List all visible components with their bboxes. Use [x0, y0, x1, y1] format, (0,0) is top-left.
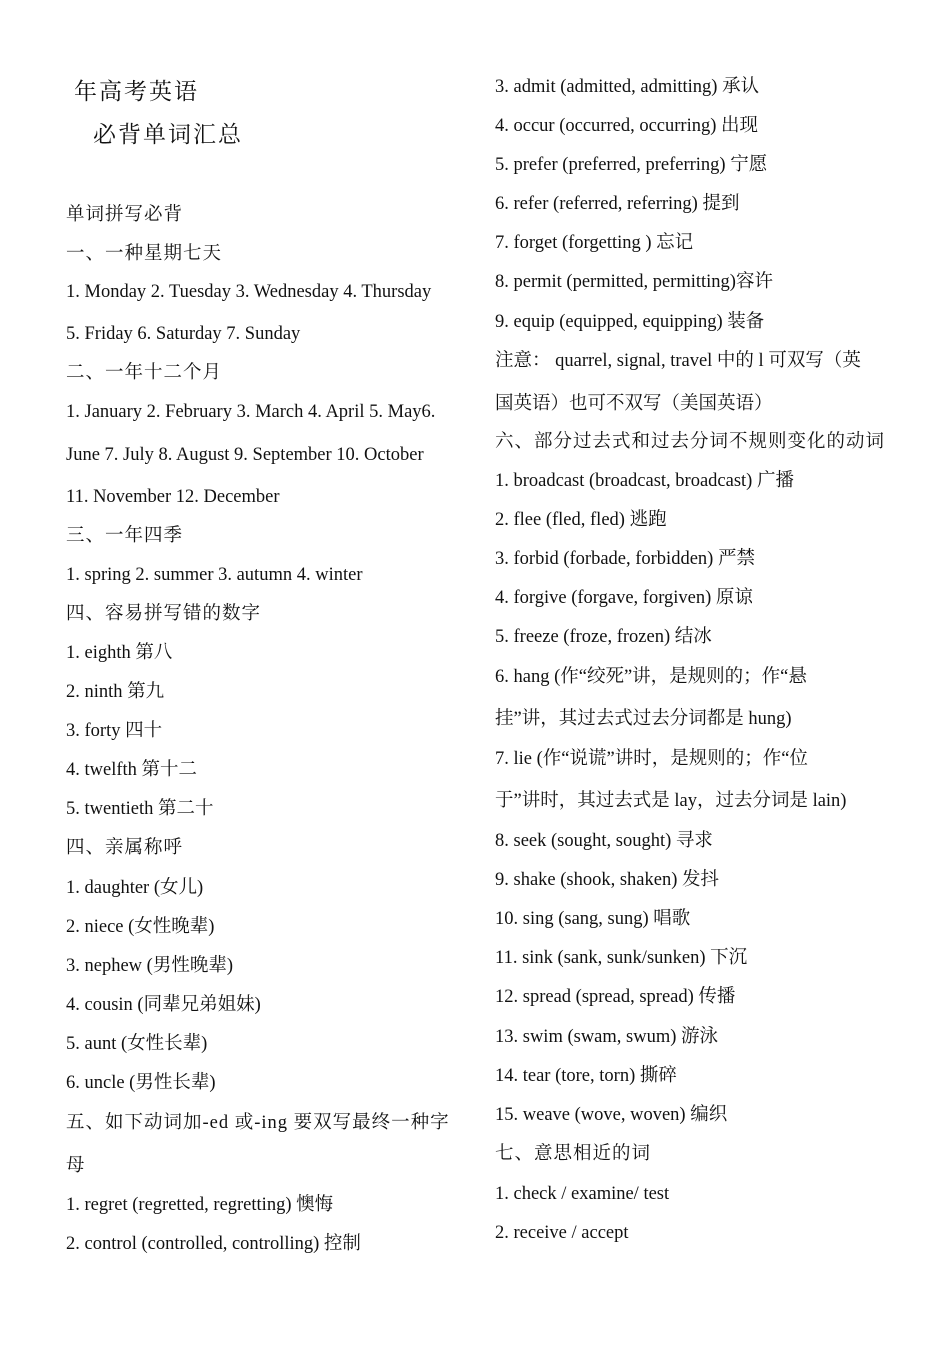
list-item: 5. prefer (preferred, preferring) 宁愿 [495, 155, 768, 175]
list-item: 9. shake (shook, shaken) 发抖 [495, 870, 720, 890]
list-item: 8. seek (sought, sought) 寻求 [495, 831, 713, 851]
list-item: 15. weave (wove, woven) 编织 [495, 1105, 728, 1125]
list-item: 4. cousin (同辈兄弟姐妹) [66, 995, 261, 1015]
list-item: 4. twelfth 第十二 [66, 760, 198, 780]
note-text: 注意： quarrel, signal, travel 中的 l 可双写（英 [495, 351, 861, 371]
list-item: 5. twentieth 第二十 [66, 799, 214, 819]
section-heading: 四、容易拼写错的数字 [66, 604, 262, 624]
list-item: 6. refer (referred, referring) 提到 [495, 194, 740, 214]
section-heading: 三、一年四季 [66, 526, 184, 546]
list-item: 5. aunt (女性长辈) [66, 1034, 208, 1054]
list-item: 1. check / examine/ test [495, 1184, 670, 1204]
list-item: 1. January 2. February 3. March 4. April 5. May6. [66, 402, 436, 422]
list-item: 6. hang (作“绞死”讲，是规则的；作“悬 [495, 667, 807, 687]
document-title-line1: 年高考英语 [74, 79, 199, 104]
list-item: 1. regret (regretted, regretting) 懊悔 [66, 1195, 334, 1215]
list-item: 12. spread (spread, spread) 传播 [495, 987, 736, 1007]
section-heading: 五、如下动词加-ed 或-ing 要双写最终一种字 [66, 1113, 450, 1133]
list-item: 5. Friday 6. Saturday 7. Sunday [66, 324, 301, 344]
list-item: 1. daughter (女儿) [66, 878, 204, 898]
section-heading: 一、一种星期七天 [66, 244, 223, 264]
list-item: 5. freeze (froze, frozen) 结冰 [495, 627, 712, 647]
list-item: 2. ninth 第九 [66, 682, 165, 702]
list-item: 2. control (controlled, controlling) 控制 [66, 1234, 361, 1254]
section-heading: 二、一年十二个月 [66, 363, 223, 383]
section-heading: 母 [66, 1156, 86, 1176]
list-item: 2. flee (fled, fled) 逃跑 [495, 510, 667, 530]
list-item: 11. sink (sank, sunk/sunken) 下沉 [495, 948, 748, 968]
list-item: 4. forgive (forgave, forgiven) 原谅 [495, 588, 753, 608]
list-item: 11. November 12. December [66, 487, 280, 507]
list-item: 于”讲时，其过去式是 lay，过去分词是 lain) [495, 791, 847, 811]
list-item: 7. lie (作“说谎”讲时，是规则的；作“位 [495, 749, 808, 769]
list-item: 3. admit (admitted, admitting) 承认 [495, 77, 760, 97]
list-item: 3. forbid (forbade, forbidden) 严禁 [495, 549, 755, 569]
section-heading: 四、亲属称呼 [66, 838, 184, 858]
section-heading: 单词拼写必背 [66, 205, 184, 225]
list-item: 14. tear (tore, torn) 撕碎 [495, 1066, 677, 1086]
list-item: 3. forty 四十 [66, 721, 163, 741]
document-title-line2: 必背单词汇总 [93, 122, 243, 147]
section-heading: 七、意思相近的词 [495, 1144, 652, 1164]
list-item: 1. Monday 2. Tuesday 3. Wednesday 4. Thursday [66, 282, 432, 302]
list-item: 1. eighth 第八 [66, 643, 173, 663]
list-item: 10. sing (sang, sung) 唱歌 [495, 909, 691, 929]
note-text: 国英语）也可不双写（美国英语） [495, 394, 773, 414]
section-heading: 六、部分过去式和过去分词不规则变化的动词 [495, 432, 886, 452]
list-item: 13. swim (swam, swum) 游泳 [495, 1027, 719, 1047]
list-item: June 7. July 8. August 9. September 10. October [66, 445, 424, 465]
list-item: 6. uncle (男性长辈) [66, 1073, 216, 1093]
list-item: 4. occur (occurred, occurring) 出现 [495, 116, 758, 136]
list-item: 2. receive / accept [495, 1223, 629, 1243]
list-item: 3. nephew (男性晚辈) [66, 956, 233, 976]
list-item: 1. broadcast (broadcast, broadcast) 广播 [495, 471, 794, 491]
list-item: 9. equip (equipped, equipping) 装备 [495, 312, 765, 332]
list-item: 挂”讲，其过去式过去分词都是 hung) [495, 709, 792, 729]
list-item: 2. niece (女性晚辈) [66, 917, 215, 937]
list-item: 8. permit (permitted, permitting)容许 [495, 272, 773, 292]
list-item: 1. spring 2. summer 3. autumn 4. winter [66, 565, 363, 585]
list-item: 7. forget (forgetting ) 忘记 [495, 233, 694, 253]
